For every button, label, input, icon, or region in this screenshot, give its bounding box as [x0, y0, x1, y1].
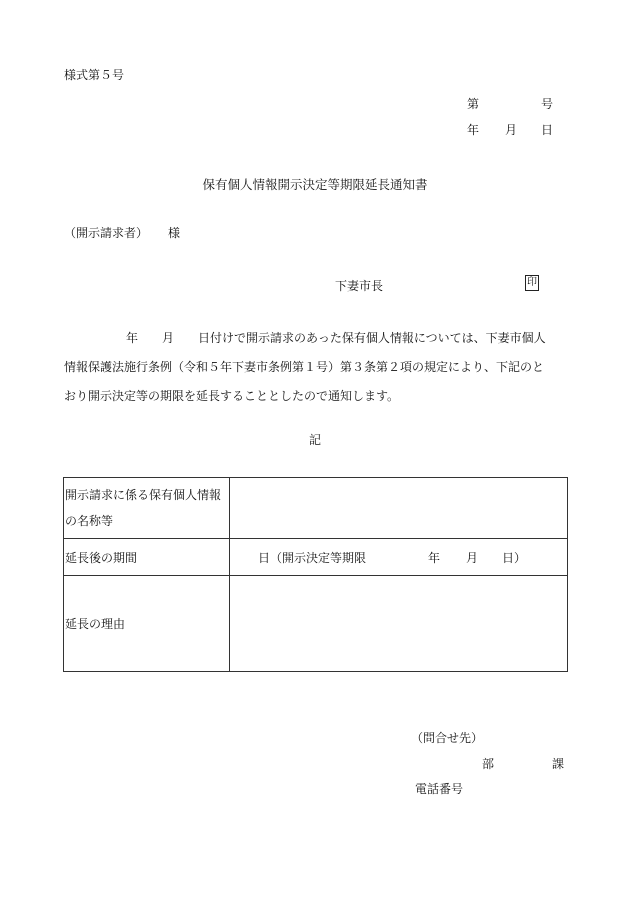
inquiry-phone: 電話番号	[415, 782, 464, 796]
addressee-honorific: 様	[168, 226, 181, 240]
date-year: 年	[467, 123, 480, 137]
table-row	[64, 576, 568, 672]
extension-reason-value[interactable]	[230, 576, 568, 672]
detail-table	[63, 477, 568, 672]
addressee-label: （開示請求者）	[64, 226, 149, 240]
document-title: 保有個人情報開示決定等期限延長通知書	[202, 177, 428, 192]
info-name-value[interactable]	[230, 478, 568, 539]
extended-period-value[interactable]	[230, 539, 568, 576]
inquiry-section: 課	[552, 757, 565, 771]
body-line-2: 情報保護法施行条例（令和５年下妻市条例第１号）第３条第２項の規定により、下記のと	[64, 360, 545, 374]
body-line-1: 年 月 日付けで開示請求のあった保有個人情報については、下妻市個人	[126, 331, 546, 345]
info-name-label-line2: の名称等	[65, 514, 114, 528]
inquiry-title: （問合せ先）	[411, 731, 484, 745]
form-number: 様式第５号	[64, 68, 125, 82]
body-line-3: おり開示決定等の期限を延長することとしたので通知します。	[64, 389, 400, 403]
ki-heading: 記	[308, 433, 321, 447]
period-month: 月	[466, 550, 479, 565]
extension-reason-label: 延長の理由	[64, 576, 230, 672]
doc-number-prefix: 第	[467, 97, 480, 111]
addressee	[64, 224, 180, 241]
date-day: 日	[541, 123, 554, 137]
seal-mark: 印	[525, 275, 539, 291]
extended-period-label: 延長後の期間	[64, 539, 230, 576]
info-name-label-line1: 開示請求に係る保有個人情報	[65, 488, 222, 502]
period-end: 日）	[502, 550, 527, 565]
table-row	[64, 478, 568, 539]
inquiry-department: 部	[482, 757, 495, 771]
period-year: 年	[428, 550, 441, 565]
table-row	[64, 539, 568, 576]
date-month: 月	[505, 123, 518, 137]
body-paragraph	[64, 324, 570, 411]
doc-number-suffix: 号	[541, 97, 554, 111]
issuer-name: 下妻市長	[335, 279, 384, 293]
period-day: 日（開示決定等期限	[258, 550, 367, 565]
info-name-label	[64, 478, 230, 539]
